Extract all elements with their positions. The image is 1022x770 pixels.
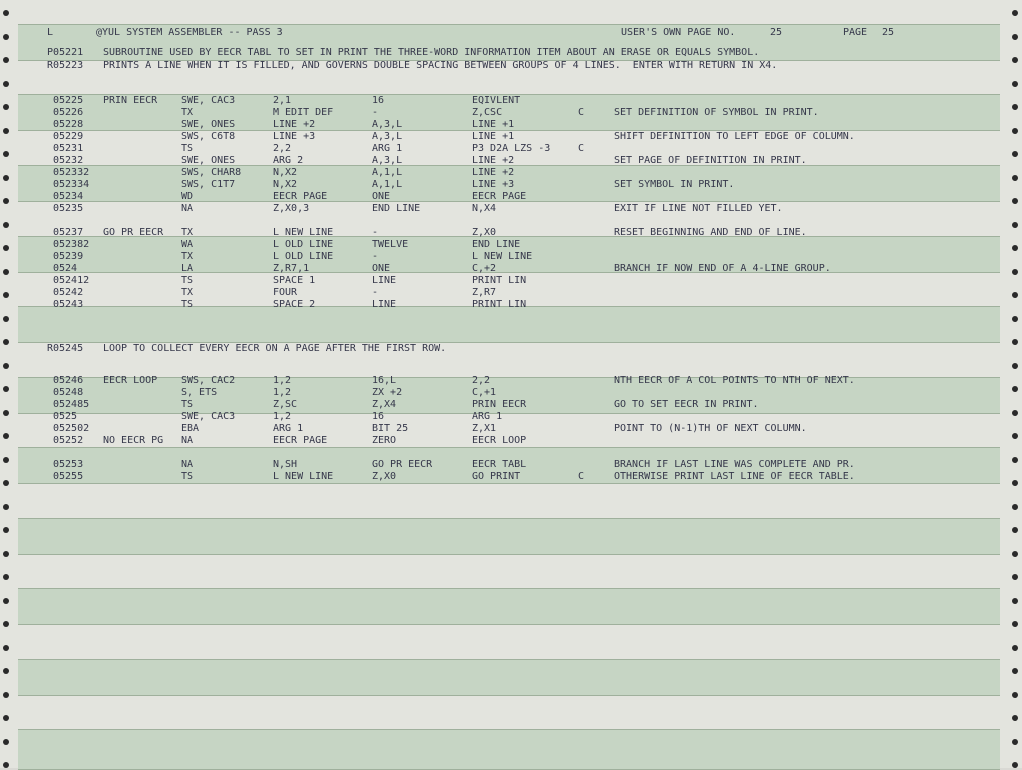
operand-c: N,X4 — [472, 203, 497, 214]
paper-band — [18, 659, 1000, 696]
operand-c: C,+1 — [472, 387, 497, 398]
operand-c: C,+2 — [472, 263, 497, 274]
instruction-row — [0, 387, 1022, 399]
users-page-number: 25 — [770, 27, 783, 38]
operand-a: SPACE 2 — [273, 299, 316, 310]
instruction-row — [0, 227, 1022, 239]
operand-a: N,X2 — [273, 179, 298, 190]
opcode: SWS, CAC2 — [181, 375, 236, 386]
opcode: S, ETS — [181, 387, 218, 398]
instruction-row — [0, 119, 1022, 131]
card-number: 052502 — [53, 423, 90, 434]
feed-hole — [3, 739, 9, 745]
card-number: 05225 — [53, 95, 84, 106]
card-number: 052412 — [53, 275, 90, 286]
operand-b: LINE — [372, 299, 397, 310]
operand-b: ONE — [372, 191, 391, 202]
page-label: PAGE — [843, 27, 868, 38]
feed-hole — [1012, 527, 1018, 533]
instruction-row — [0, 95, 1022, 107]
feed-hole — [1012, 668, 1018, 674]
opcode: TS — [181, 275, 194, 286]
operand-c: EECR TABL — [472, 459, 527, 470]
line-comment: POINT TO (N-1)TH OF NEXT COLUMN. — [614, 423, 807, 434]
operand-a: L OLD LINE — [273, 239, 334, 250]
operand-b: A,1,L — [372, 167, 403, 178]
operand-b: 16 — [372, 411, 385, 422]
line-comment: RESET BEGINNING AND END OF LINE. — [614, 227, 807, 238]
feed-hole — [1012, 739, 1018, 745]
operand-c: LINE +3 — [472, 179, 515, 190]
operand-c: ARG 1 — [472, 411, 503, 422]
instruction-row — [0, 287, 1022, 299]
card-number: 052332 — [53, 167, 90, 178]
feed-hole — [1012, 316, 1018, 322]
feed-hole — [3, 668, 9, 674]
operand-c: Z,R7 — [472, 287, 497, 298]
opcode: SWS, C1T7 — [181, 179, 236, 190]
opcode: EBA — [181, 423, 200, 434]
operand-b: ONE — [372, 263, 391, 274]
operand-a: 2,1 — [273, 95, 292, 106]
opcode: SWE, CAC3 — [181, 95, 236, 106]
feed-hole — [3, 692, 9, 698]
operand-a: EECR PAGE — [273, 191, 328, 202]
flag-mark: C — [578, 107, 585, 118]
operand-c: L NEW LINE — [472, 251, 533, 262]
opcode: TS — [181, 299, 194, 310]
operand-a: ARG 1 — [273, 423, 304, 434]
opcode: TX — [181, 107, 194, 118]
card-number: 052382 — [53, 239, 90, 250]
opcode: WD — [181, 191, 194, 202]
operand-c: EQIVLENT — [472, 95, 521, 106]
operand-c: LINE +2 — [472, 155, 515, 166]
opcode: TX — [181, 251, 194, 262]
operand-b: Z,X0 — [372, 471, 397, 482]
opcode: NA — [181, 203, 194, 214]
page-number: 25 — [882, 27, 895, 38]
operand-b: A,1,L — [372, 179, 403, 190]
operand-c: PRIN EECR — [472, 399, 527, 410]
feed-hole — [3, 715, 9, 721]
opcode: SWS, CHAR8 — [181, 167, 242, 178]
line-comment: GO TO SET EECR IN PRINT. — [614, 399, 759, 410]
feed-hole — [3, 621, 9, 627]
operand-b: 16,L — [372, 375, 397, 386]
opcode: TS — [181, 143, 194, 154]
operand-b: A,3,L — [372, 119, 403, 130]
feed-hole — [3, 363, 9, 369]
remark-card-id: R05245 — [47, 343, 84, 354]
feed-hole — [3, 527, 9, 533]
listing-mark: L — [47, 27, 54, 38]
card-number: 05242 — [53, 287, 84, 298]
instruction-row — [0, 299, 1022, 311]
feed-hole — [3, 551, 9, 557]
operand-c: 2,2 — [472, 375, 491, 386]
instruction-row — [0, 471, 1022, 483]
feed-hole — [1012, 645, 1018, 651]
paper-band — [18, 729, 1000, 770]
operand-a: Z,X0,3 — [273, 203, 310, 214]
card-number: 05255 — [53, 471, 84, 482]
operand-b: - — [372, 227, 379, 238]
feed-hole — [1012, 574, 1018, 580]
feed-hole — [1012, 692, 1018, 698]
operand-a: Z,R7,1 — [273, 263, 310, 274]
line-comment: SET PAGE OF DEFINITION IN PRINT. — [614, 155, 807, 166]
location-label: EECR LOOP — [103, 375, 158, 386]
opcode: NA — [181, 459, 194, 470]
operand-b: - — [372, 107, 379, 118]
instruction-row — [0, 275, 1022, 287]
operand-b: - — [372, 251, 379, 262]
feed-hole — [3, 598, 9, 604]
card-number: 0524 — [53, 263, 78, 274]
remark-line — [0, 60, 1022, 72]
card-number: 05232 — [53, 155, 84, 166]
operand-a: EECR PAGE — [273, 435, 328, 446]
operand-c: Z,X1 — [472, 423, 497, 434]
instruction-row — [0, 131, 1022, 143]
remark-line — [0, 47, 1022, 59]
instruction-row — [0, 375, 1022, 387]
instruction-row — [0, 251, 1022, 263]
operand-c: P3 D2A LZS -3 — [472, 143, 551, 154]
instruction-row — [0, 107, 1022, 119]
operand-c: Z,X0 — [472, 227, 497, 238]
operand-a: L OLD LINE — [273, 251, 334, 262]
operand-c: EECR LOOP — [472, 435, 527, 446]
card-number: 05228 — [53, 119, 84, 130]
card-number: 05252 — [53, 435, 84, 446]
feed-hole — [1012, 81, 1018, 87]
feed-hole — [1012, 762, 1018, 768]
operand-a: ARG 2 — [273, 155, 304, 166]
operand-b: A,3,L — [372, 131, 403, 142]
page-title: @YUL SYSTEM ASSEMBLER -- PASS 3 — [96, 27, 283, 38]
instruction-row — [0, 155, 1022, 167]
operand-b: - — [372, 287, 379, 298]
feed-hole — [3, 504, 9, 510]
remark-line — [0, 343, 1022, 355]
line-comment: BRANCH IF NOW END OF A 4-LINE GROUP. — [614, 263, 831, 274]
operand-c: LINE +2 — [472, 167, 515, 178]
paper-band — [18, 518, 1000, 555]
feed-hole — [3, 316, 9, 322]
operand-c: LINE +1 — [472, 119, 515, 130]
remark-text: LOOP TO COLLECT EVERY EECR ON A PAGE AFTER THE FIRST ROW. — [103, 343, 447, 354]
paper-band — [18, 588, 1000, 625]
feed-hole — [1012, 551, 1018, 557]
feed-hole — [1012, 621, 1018, 627]
operand-a: 1,2 — [273, 411, 292, 422]
instruction-row — [0, 239, 1022, 251]
operand-a: 1,2 — [273, 387, 292, 398]
operand-a: M EDIT DEF — [273, 107, 334, 118]
operand-b: 16 — [372, 95, 385, 106]
operand-a: 2,2 — [273, 143, 292, 154]
paper-band — [18, 306, 1000, 343]
remark-text: SUBROUTINE USED BY EECR TABL TO SET IN PRINT THE THREE-WORD INFORMATION ITEM ABOUT AN ERASE OR EQUALS SYMBOL. — [103, 47, 760, 58]
operand-b: A,3,L — [372, 155, 403, 166]
feed-hole — [3, 645, 9, 651]
instruction-row — [0, 459, 1022, 471]
operand-a: LINE +3 — [273, 131, 316, 142]
operand-b: ZERO — [372, 435, 397, 446]
instruction-row — [0, 179, 1022, 191]
instruction-row — [0, 399, 1022, 411]
operand-c: EECR PAGE — [472, 191, 527, 202]
operand-b: BIT 25 — [372, 423, 409, 434]
opcode: SWE, ONES — [181, 155, 236, 166]
feed-hole — [1012, 504, 1018, 510]
card-number: 05235 — [53, 203, 84, 214]
operand-b: ARG 1 — [372, 143, 403, 154]
operand-a: SPACE 1 — [273, 275, 316, 286]
location-label: GO PR EECR — [103, 227, 164, 238]
card-number: 05243 — [53, 299, 84, 310]
feed-hole — [3, 574, 9, 580]
operand-a: N,X2 — [273, 167, 298, 178]
operand-b: TWELVE — [372, 239, 409, 250]
instruction-row — [0, 203, 1022, 215]
opcode: SWE, CAC3 — [181, 411, 236, 422]
opcode: SWE, ONES — [181, 119, 236, 130]
feed-hole — [1012, 10, 1018, 16]
instruction-row — [0, 411, 1022, 423]
opcode: LA — [181, 263, 194, 274]
operand-c: Z,CSC — [472, 107, 503, 118]
card-number: 05229 — [53, 131, 84, 142]
operand-c: LINE +1 — [472, 131, 515, 142]
card-number: 05246 — [53, 375, 84, 386]
opcode: SWS, C6T8 — [181, 131, 236, 142]
instruction-row — [0, 263, 1022, 275]
feed-hole — [1012, 598, 1018, 604]
operand-b: GO PR EECR — [372, 459, 433, 470]
card-number: 05237 — [53, 227, 84, 238]
opcode: TS — [181, 471, 194, 482]
line-comment: SHIFT DEFINITION TO LEFT EDGE OF COLUMN. — [614, 131, 855, 142]
instruction-row — [0, 435, 1022, 447]
card-number: 05234 — [53, 191, 84, 202]
card-number: 05253 — [53, 459, 84, 470]
flag-mark: C — [578, 143, 585, 154]
line-comment: SET DEFINITION OF SYMBOL IN PRINT. — [614, 107, 819, 118]
card-number: 05239 — [53, 251, 84, 262]
line-comment: OTHERWISE PRINT LAST LINE OF EECR TABLE. — [614, 471, 855, 482]
operand-b: Z,X4 — [372, 399, 397, 410]
operand-b: END LINE — [372, 203, 421, 214]
operand-a: L NEW LINE — [273, 471, 334, 482]
opcode: TX — [181, 227, 194, 238]
instruction-row — [0, 167, 1022, 179]
operand-a: LINE +2 — [273, 119, 316, 130]
flag-mark: C — [578, 471, 585, 482]
location-label: PRIN EECR — [103, 95, 158, 106]
users-page-label: USER'S OWN PAGE NO. — [621, 27, 736, 38]
instruction-row — [0, 143, 1022, 155]
feed-hole — [1012, 715, 1018, 721]
instruction-row — [0, 423, 1022, 435]
header-line — [0, 27, 1022, 39]
card-number: 05226 — [53, 107, 84, 118]
card-number: 05231 — [53, 143, 84, 154]
card-number: 05248 — [53, 387, 84, 398]
instruction-row — [0, 191, 1022, 203]
feed-hole — [3, 762, 9, 768]
line-comment: SET SYMBOL IN PRINT. — [614, 179, 735, 190]
feed-hole — [3, 10, 9, 16]
operand-a: Z,SC — [273, 399, 298, 410]
operand-a: N,SH — [273, 459, 298, 470]
opcode: TS — [181, 399, 194, 410]
card-number: 052485 — [53, 399, 90, 410]
line-comment: NTH EECR OF A COL POINTS TO NTH OF NEXT. — [614, 375, 855, 386]
operand-a: 1,2 — [273, 375, 292, 386]
opcode: NA — [181, 435, 194, 446]
card-number: 052334 — [53, 179, 90, 190]
operand-a: L NEW LINE — [273, 227, 334, 238]
operand-c: PRINT LIN — [472, 299, 527, 310]
operand-a: FOUR — [273, 287, 298, 298]
operand-b: ZX +2 — [372, 387, 403, 398]
remark-card-id: P05221 — [47, 47, 84, 58]
location-label: NO EECR PG — [103, 435, 164, 446]
feed-hole — [1012, 363, 1018, 369]
opcode: TX — [181, 287, 194, 298]
opcode: WA — [181, 239, 194, 250]
remark-text: PRINTS A LINE WHEN IT IS FILLED, AND GOVERNS DOUBLE SPACING BETWEEN GROUPS OF 4 LINES. ENTER WITH RETURN IN X4. — [103, 60, 778, 71]
operand-c: GO PRINT — [472, 471, 521, 482]
line-comment: BRANCH IF LAST LINE WAS COMPLETE AND PR. — [614, 459, 855, 470]
card-number: 0525 — [53, 411, 78, 422]
remark-card-id: R05223 — [47, 60, 84, 71]
operand-c: END LINE — [472, 239, 521, 250]
line-comment: EXIT IF LINE NOT FILLED YET. — [614, 203, 783, 214]
operand-b: LINE — [372, 275, 397, 286]
operand-c: PRINT LIN — [472, 275, 527, 286]
